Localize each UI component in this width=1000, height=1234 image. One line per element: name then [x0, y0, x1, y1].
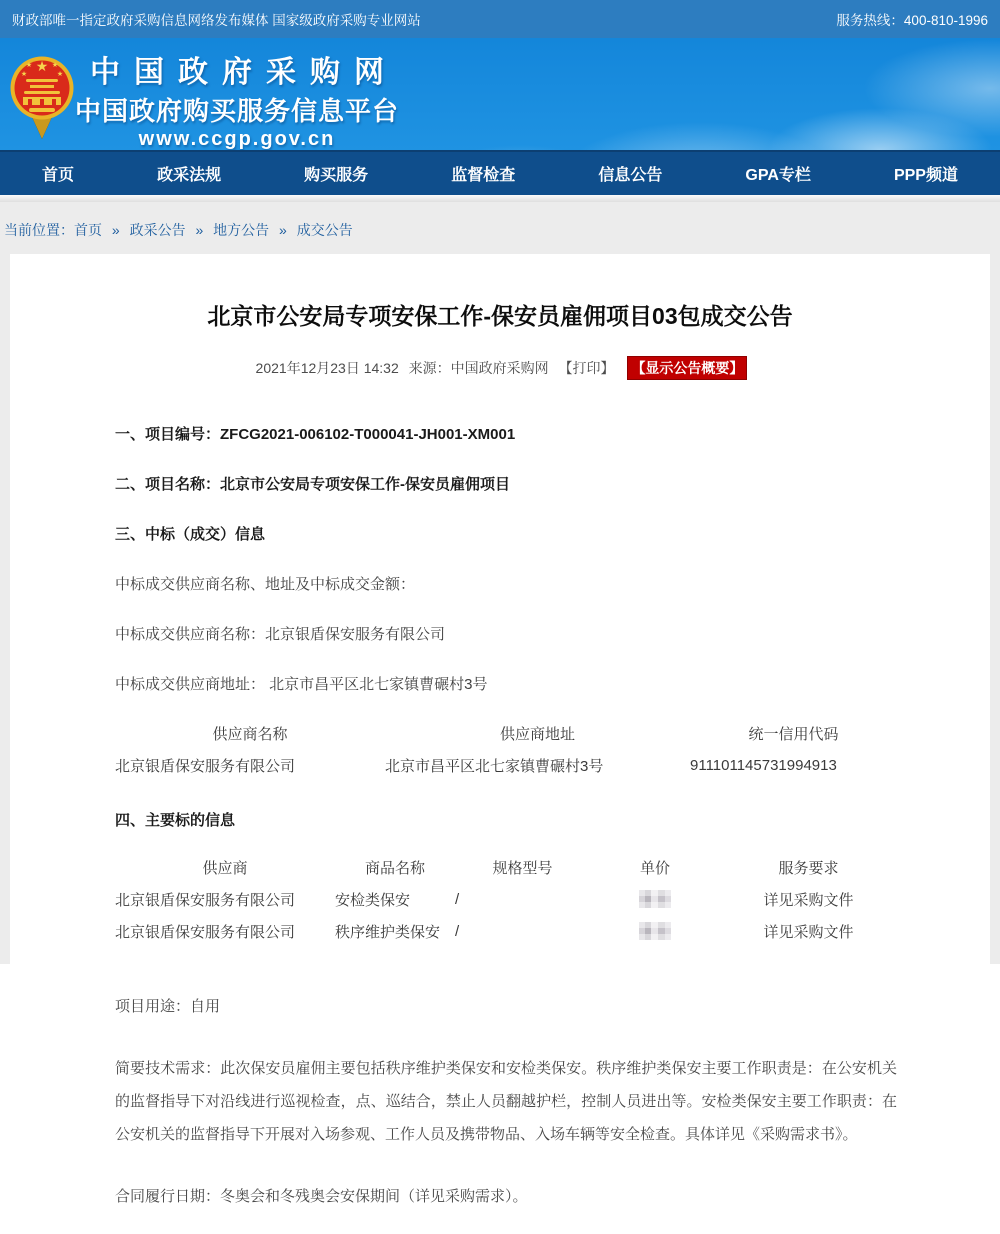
col-supplier-address: 供应商地址	[499, 725, 575, 743]
items-table-header-row	[115, 851, 897, 883]
section-main-items: 四、主要标的信息	[115, 812, 236, 829]
section-project-name: 二、项目名称：北京市公安局专项安保工作-保安员雇佣项目	[115, 476, 510, 493]
nav-item-regulations[interactable]: 政采法规	[157, 167, 222, 184]
supplier-address-cell: 北京市昌平区北七家镇曹碾村3号	[385, 757, 604, 775]
site-url: www.ccgp.gov.cn	[138, 128, 336, 150]
items-table	[115, 851, 897, 947]
award-intro-line: 中标成交供应商名称、地址及中标成交金额：	[115, 576, 416, 593]
nav-divider	[0, 195, 1000, 202]
breadcrumb-separator: »	[279, 222, 287, 238]
article-lower-section	[0, 964, 1000, 1213]
item-requirement-cell: 详见采购文件	[763, 891, 854, 909]
article-meta	[10, 356, 990, 380]
nav-item-gpa[interactable]: GPA专栏	[745, 167, 811, 184]
content-zone	[0, 202, 1000, 964]
supplier-table-row	[115, 749, 897, 781]
redacted-price	[639, 890, 671, 908]
item-supplier-cell: 北京银盾保安服务有限公司	[115, 891, 296, 909]
section-award-info: 三、中标（成交）信息	[115, 526, 266, 543]
col-product-name: 商品名称	[364, 859, 425, 877]
col-supplier: 供应商	[202, 859, 248, 877]
main-nav	[0, 150, 1000, 195]
breadcrumb	[0, 202, 1000, 254]
col-credit-code: 统一信用代码	[748, 725, 839, 743]
award-supplier-name-line: 中标成交供应商名称：北京银盾保安服务有限公司	[115, 626, 446, 643]
publish-datetime: 2021年12月23日 14:32	[255, 360, 399, 376]
svg-text:★: ★	[51, 62, 59, 69]
items-table-row	[115, 915, 897, 947]
item-product-cell: 安检类保安	[335, 891, 411, 909]
site-header	[0, 38, 1000, 150]
site-tagline: 财政部唯一指定政府采购信息网络发布媒体 国家级政府采购专业网站	[12, 13, 421, 28]
breadcrumb-label: 当前位置：	[4, 222, 74, 238]
service-hotline: 服务热线：400-810-1996	[836, 13, 988, 28]
item-supplier-cell: 北京银盾保安服务有限公司	[115, 923, 296, 941]
col-service-requirement: 服务要求	[778, 859, 839, 877]
breadcrumb-separator: »	[111, 222, 120, 238]
breadcrumb-home[interactable]: 首页	[74, 222, 102, 238]
contract-period-line: 合同履行日期：冬奥会和冬残奥会安保期间（详见采购需求）。	[115, 1188, 528, 1205]
breadcrumb-separator: »	[195, 222, 204, 238]
item-spec-cell: /	[455, 922, 460, 940]
show-summary-button[interactable]: 【显示公告概要】	[627, 356, 747, 380]
item-requirement-cell: 详见采购文件	[763, 923, 854, 941]
nav-item-purchase-services[interactable]: 购买服务	[304, 167, 369, 184]
nav-item-supervision[interactable]: 监督检查	[451, 167, 516, 184]
item-price-cell	[590, 883, 720, 915]
top-bar	[0, 0, 1000, 38]
svg-text:★: ★	[56, 71, 64, 78]
breadcrumb-award[interactable]: 成交公告	[296, 222, 353, 238]
national-emblem-icon	[9, 49, 75, 141]
col-spec-model: 规格型号	[492, 859, 553, 877]
nav-item-ppp[interactable]: PPP频道	[893, 167, 958, 184]
site-logo[interactable]	[72, 47, 402, 150]
breadcrumb-local[interactable]: 地方公告	[213, 222, 270, 238]
col-unit-price: 单价	[639, 859, 670, 877]
item-spec-cell: /	[455, 890, 460, 908]
col-supplier-name: 供应商名称	[212, 725, 288, 743]
site-name: 中国政府采购网	[90, 56, 398, 89]
award-supplier-addr-line: 中标成交供应商地址： 北京市昌平区北七家镇曹碾村3号	[115, 676, 488, 693]
redacted-price	[639, 922, 671, 940]
article-title: 北京市公安局专项安保工作-保安员雇佣项目03包成交公告	[207, 303, 793, 329]
technical-requirement-paragraph: 简要技术需求：此次保安员雇佣主要包括秩序维护类保安和安检类保安。秩序维护类保安主要工作职责是：在公安机关的监督指导下对沿线进行巡视检查，点、巡结合，禁止人员翻越护栏，控制人员进出等。安检类保安主要工作职责：在公安机关的监督指导下开展对入场参观、工作人员及携带物品、入场车辆等安全检查。具体详见《采购需求书》。	[115, 1060, 897, 1143]
article-source: 来源：中国政府采购网	[408, 360, 549, 376]
platform-name: 中国政府购买服务信息平台	[74, 96, 399, 126]
print-button[interactable]: 【打印】	[558, 360, 615, 376]
supplier-name-cell: 北京银盾保安服务有限公司	[115, 757, 296, 775]
svg-text:★: ★	[35, 58, 49, 74]
section-project-number: 一、项目编号：ZFCG2021-006102-T000041-JH001-XM001	[115, 426, 516, 443]
svg-text:★: ★	[25, 62, 33, 69]
nav-item-announcements[interactable]: 信息公告	[598, 167, 663, 184]
breadcrumb-zhengcai[interactable]: 政采公告	[129, 222, 186, 238]
items-table-row	[115, 883, 897, 915]
article-body	[10, 424, 990, 947]
article-card	[10, 254, 990, 964]
supplier-table-header-row	[115, 717, 897, 749]
project-usage-line: 项目用途：自用	[115, 998, 221, 1015]
nav-item-home[interactable]: 首页	[42, 167, 75, 184]
item-price-cell	[590, 915, 720, 947]
credit-code-cell: 911101145731994913	[690, 756, 837, 774]
supplier-table	[115, 717, 897, 781]
item-product-cell: 秩序维护类保安	[335, 923, 441, 941]
svg-text:★: ★	[20, 71, 28, 78]
